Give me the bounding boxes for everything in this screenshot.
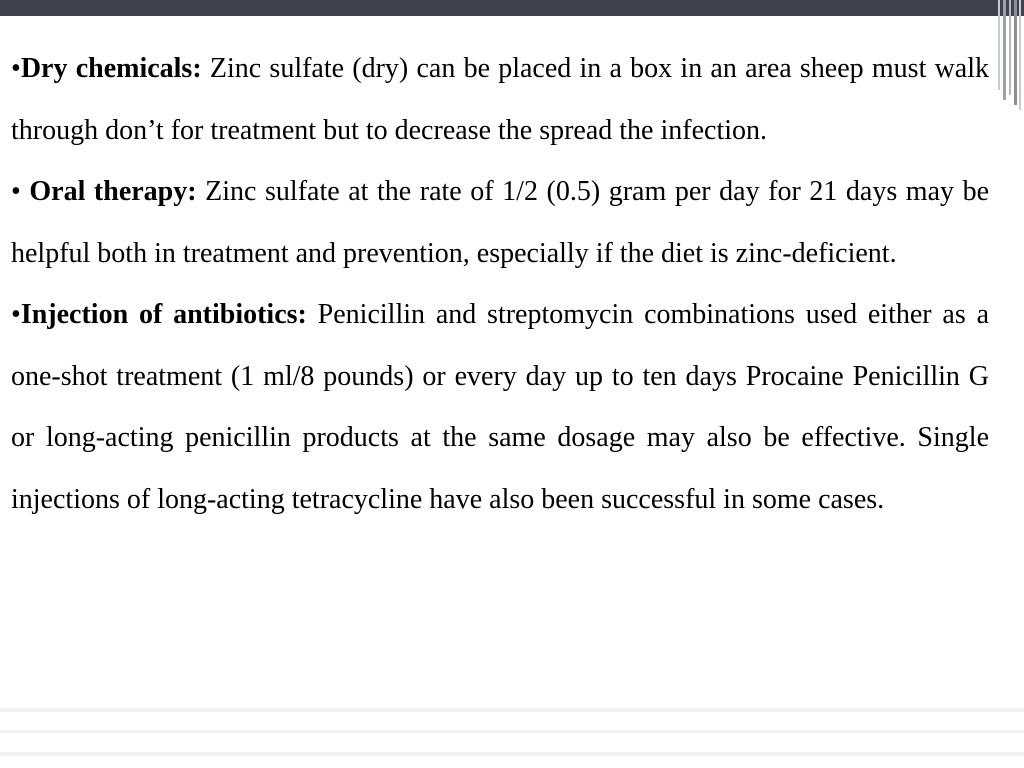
background-watermark-pattern: [0, 700, 1024, 768]
bullet-marker: •: [11, 299, 21, 330]
slide-body: [11, 38, 989, 530]
bullet-oral-therapy: [11, 161, 989, 284]
bullet-marker: •: [11, 176, 30, 207]
bullet-text-dry-chemicals: Zinc sulfate (dry) can be placed in a box in an area sheep must walk through don’t for treatment but to decrease the spread the infection.: [11, 53, 990, 146]
bullet-marker: •: [11, 53, 21, 84]
bullet-term-oral-therapy: Oral therapy:: [29, 176, 197, 207]
bullet-term-dry-chemicals: Dry chemicals:: [20, 53, 202, 84]
bullet-term-injection-of-antibiotics: Injection of antibiotics:: [20, 299, 307, 330]
corner-stripes-decoration: [996, 0, 1024, 110]
slide-top-bar: [0, 0, 1024, 16]
bullet-text-oral-therapy: Zinc sulfate at the rate of 1/2 (0.5) gram per day for 21 days may be helpful both in treatment and prevention, especially if the diet is zinc-deficient.: [11, 176, 989, 269]
bullet-injection-of-antibiotics: [11, 284, 989, 530]
bullet-dry-chemicals: [11, 38, 989, 161]
bullet-text-injection-of-antibiotics: Penicillin and streptomycin combinations used either as a one-shot treatment (1 ml/8 pounds) or every day up to ten days Procaine Penicillin G or long-acting penicillin products at the same dosage may also be effective. Single injections of long-acting tetracycline have also been successful in some cases.: [11, 299, 989, 515]
